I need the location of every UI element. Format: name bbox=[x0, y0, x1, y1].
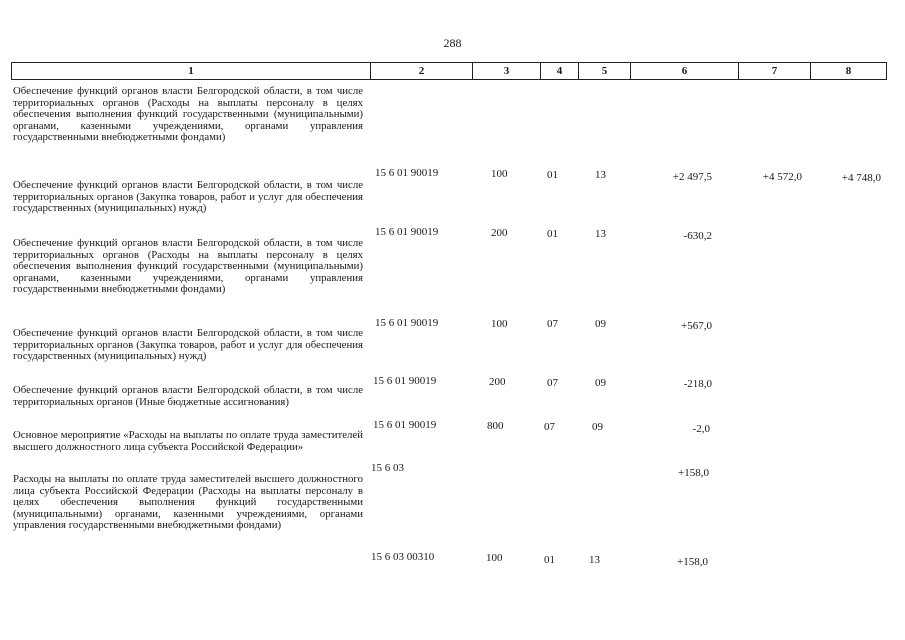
column-header-2: 2 bbox=[370, 63, 472, 79]
row-subsection: 09 bbox=[595, 318, 606, 330]
row-target-code: 15 6 01 90019 bbox=[375, 226, 439, 238]
column-header-4: 4 bbox=[540, 63, 578, 79]
row-amount-col6: +158,0 bbox=[678, 467, 709, 479]
row-amount-col7: +4 572,0 bbox=[762, 171, 802, 183]
row-subsection: 13 bbox=[595, 169, 606, 181]
row-expense-type: 100 bbox=[486, 552, 503, 564]
row-target-code: 15 6 01 90019 bbox=[375, 317, 439, 329]
row-description: Обеспечение функций органов власти Белгородской области, в том числе территориальных органов (Расходы на выплаты персоналу в целях обеспечения выполнения функций государственными (муниципальными) органами, казенными учреждениями, органами управления государственными внебюджетными фондами) bbox=[13, 237, 363, 296]
page-number: 288 bbox=[443, 36, 462, 50]
row-description: Обеспечение функций органов власти Белгородской области, в том числе территориальных органов (Иные бюджетные ассигнования) bbox=[13, 384, 363, 408]
column-header-3: 3 bbox=[472, 63, 540, 79]
row-amount-col6: -2,0 bbox=[692, 423, 710, 435]
row-section: 01 bbox=[544, 554, 555, 566]
row-expense-type: 100 bbox=[491, 168, 508, 180]
row-section: 07 bbox=[544, 421, 555, 433]
column-header-8: 8 bbox=[810, 63, 887, 79]
row-target-code: 15 6 03 00310 bbox=[371, 551, 435, 563]
row-subsection: 13 bbox=[595, 228, 606, 240]
row-expense-type: 200 bbox=[491, 227, 508, 239]
row-target-code: 15 6 03 bbox=[371, 462, 404, 474]
row-section: 01 bbox=[547, 228, 558, 240]
row-description: Обеспечение функций органов власти Белгородской области, в том числе территориальных органов (Закупка товаров, работ и услуг для обеспечения государственных (муниципальных) нужд) bbox=[13, 327, 363, 363]
row-amount-col6: +2 497,5 bbox=[672, 171, 712, 183]
row-description: Основное мероприятие «Расходы на выплаты по оплате труда заместителей высшего должностного лица субъекта Российской Федерации» bbox=[13, 429, 363, 453]
table-header bbox=[11, 62, 887, 80]
column-header-6: 6 bbox=[630, 63, 738, 79]
row-amount-col6: -630,2 bbox=[683, 230, 712, 242]
row-description: Обеспечение функций органов власти Белгородской области, в том числе территориальных органов (Закупка товаров, работ и услуг для обеспечения государственных (муниципальных) нужд) bbox=[13, 179, 363, 215]
row-amount-col6: -218,0 bbox=[683, 378, 712, 390]
column-header-1: 1 bbox=[11, 63, 370, 79]
row-amount-col6: +567,0 bbox=[681, 320, 712, 332]
column-header-5: 5 bbox=[578, 63, 630, 79]
row-target-code: 15 6 01 90019 bbox=[373, 375, 437, 387]
row-description: Расходы на выплаты по оплате труда заместителей высшего должностного лица субъекта Российской Федерации (Расходы на выплаты персоналу в целях обеспечения выполнения функций государственными (муниципальными) органами, казенными учреждениями, органами управления государственными внебюджетными фондами) bbox=[13, 473, 363, 532]
row-expense-type: 100 bbox=[491, 318, 508, 330]
row-expense-type: 200 bbox=[489, 376, 506, 388]
row-section: 07 bbox=[547, 377, 558, 389]
row-target-code: 15 6 01 90019 bbox=[375, 167, 439, 179]
row-amount-col8: +4 748,0 bbox=[841, 172, 881, 184]
row-subsection: 13 bbox=[589, 554, 600, 566]
row-expense-type: 800 bbox=[487, 420, 504, 432]
column-header-7: 7 bbox=[738, 63, 810, 79]
row-amount-col6: +158,0 bbox=[677, 556, 708, 568]
row-subsection: 09 bbox=[595, 377, 606, 389]
row-subsection: 09 bbox=[592, 421, 603, 433]
row-section: 01 bbox=[547, 169, 558, 181]
row-section: 07 bbox=[547, 318, 558, 330]
row-description: Обеспечение функций органов власти Белгородской области, в том числе территориальных органов (Расходы на выплаты персоналу в целях обеспечения выполнения функций государственными (муниципальными) органами, казенными учреждениями, органами управления государственными внебюджетными фондами) bbox=[13, 85, 363, 144]
row-target-code: 15 6 01 90019 bbox=[373, 419, 437, 431]
